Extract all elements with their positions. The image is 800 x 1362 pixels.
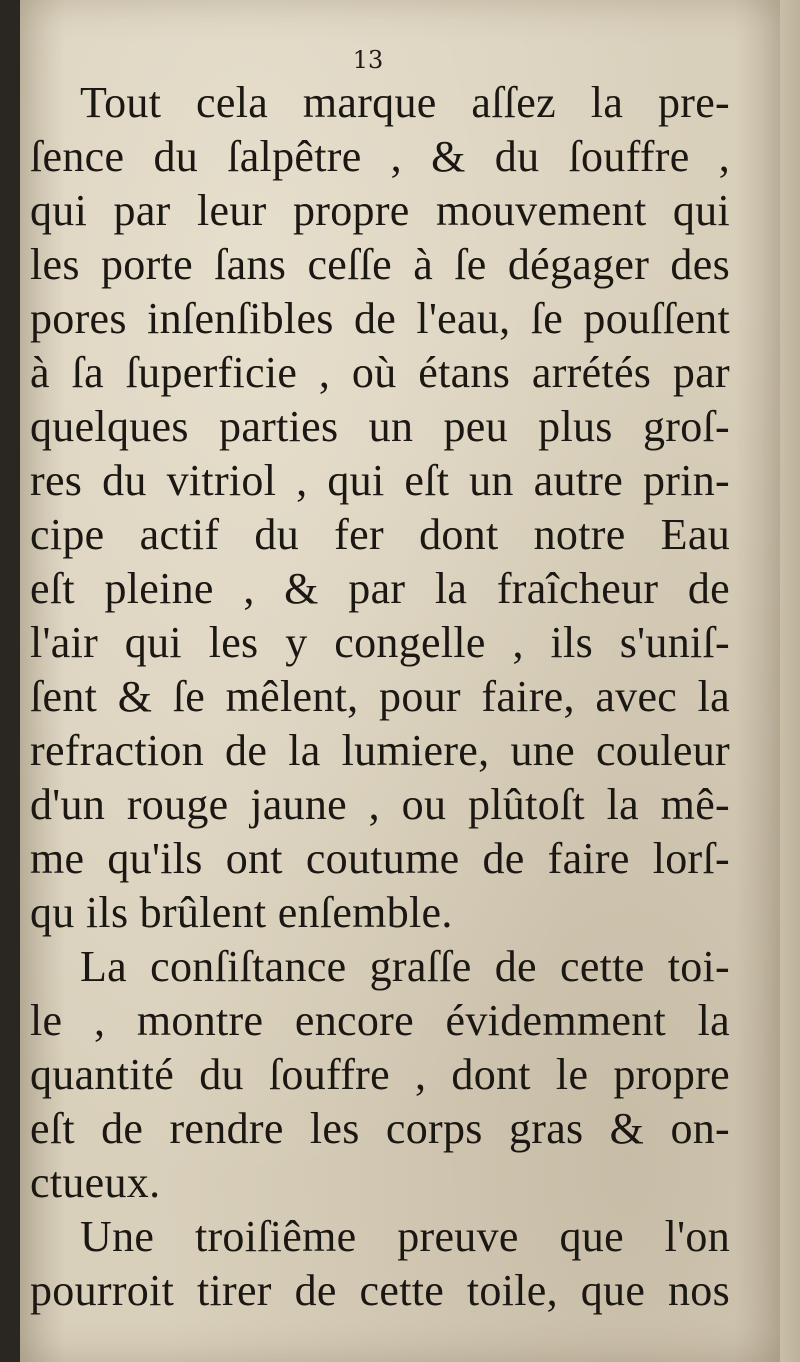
text-line: eſt de rendre les corps gras & on- <box>30 1104 730 1153</box>
text-line: ctueux. <box>30 1158 161 1207</box>
text-line: ſence du ſalpêtre , & du ſouffre , <box>30 132 730 181</box>
text-line: Tout cela marque aſſez la pre- <box>80 78 730 127</box>
text-line: d'un rouge jaune , ou plûtoſt la mê- <box>30 780 730 829</box>
text-line: cipe actif du fer dont notre Eau <box>30 510 730 559</box>
text-line: qu ils brûlent enſemble. <box>30 888 453 937</box>
page-edge <box>780 0 800 1362</box>
text-line: res du vitriol , qui eſt un autre prin- <box>30 456 730 505</box>
text-line: le , montre encore évidemment la <box>30 996 730 1045</box>
text-line: quelques parties un peu plus groſ- <box>30 402 730 451</box>
text-line: à ſa ſuperficie , où étans arrétés par <box>30 348 730 397</box>
body-text <box>30 76 730 1318</box>
page-number: 13 <box>352 46 384 74</box>
text-line: qui par leur propre mouvement qui <box>30 186 730 235</box>
text-line: l'air qui les y congelle , ils s'uniſ- <box>30 618 730 667</box>
text-line: quantité du ſouffre , dont le propre <box>30 1050 730 1099</box>
text-line: refraction de la lumiere, une couleur <box>30 726 730 775</box>
text-line: Une troiſiême preuve que l'on <box>80 1212 730 1261</box>
text-line: eſt pleine , & par la fraîcheur de <box>30 564 730 613</box>
text-line: ſent & ſe mêlent, pour faire, avec la <box>30 672 730 721</box>
text-line: La conſiſtance graſſe de cette toi- <box>80 942 730 991</box>
text-line: les porte ſans ceſſe à ſe dégager des <box>30 240 730 289</box>
text-line: pourroit tirer de cette toile, que nos <box>30 1266 730 1315</box>
text-line: me qu'ils ont coutume de faire lorſ- <box>30 834 730 883</box>
text-line: pores inſenſibles de l'eau, ſe pouſſent <box>30 294 730 343</box>
